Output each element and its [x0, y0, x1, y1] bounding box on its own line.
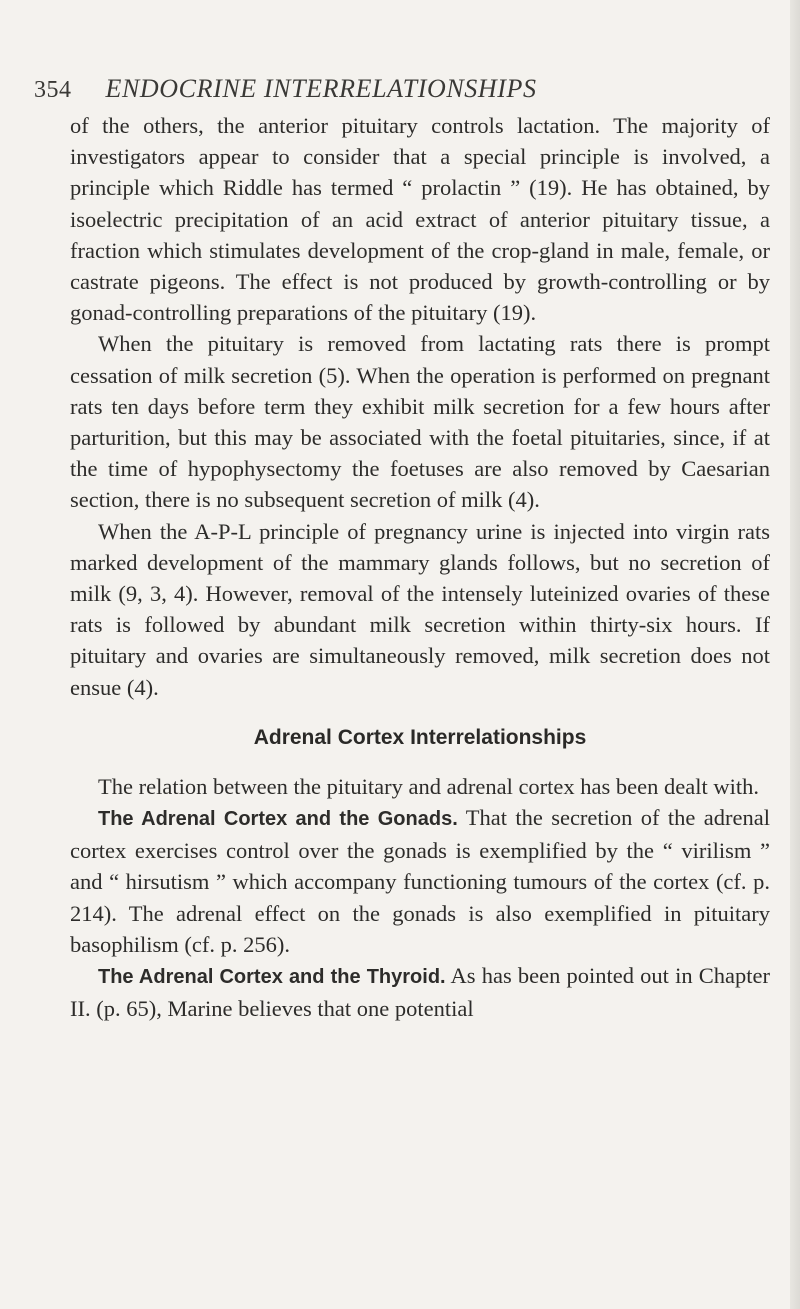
paragraph-1: of the others, the anterior pituitary controls lactation. The majority of investigators appear to consider that a special principle is involved, a principle which Riddle has termed “ prolactin ” (19). He has obtained, by isoelectric precipitation of an acid extract of anterior pituitary tissue, a fraction which stimulates development of the crop-gland in male, female, or castrate pigeons. The effect is not produced by growth-controlling or by gonad-controlling preparations of the pituitary (19).	[70, 113, 770, 326]
running-head	[34, 74, 734, 114]
page-edge	[790, 0, 800, 1309]
paragraph-3: When the A-P-L principle of pregnancy urine is injected into virgin rats marked development of the mammary glands follows, but no secretion of milk (9, 3, 4). However, removal of the intensely luteinized ovaries of these rats is followed by abundant milk secretion within thirty-six hours. If pituitary and ovaries are simultaneously removed, milk secretion does not ensue (4).	[70, 518, 770, 700]
paragraph-6	[70, 960, 770, 1024]
paragraph-2: When the pituitary is removed from lactating rats there is prompt cessation of milk secretion (5). When the operation is performed on pregnant rats ten days before term they exhibit milk secretion for a few hours after parturition, but this may be associated with the foetal pituitaries, since, if at the time of hypophysectomy the foetuses are also removed by Caesarian section, there is no subsequent secretion of milk (4).	[70, 331, 770, 513]
paragraph-4: The relation between the pituitary and adrenal cortex has been dealt with.	[98, 773, 759, 799]
paragraph-5-text: That the secretion of the adrenal cortex exercises control over the gonads is exemplified by the “ virilism ” and “ hirsutism ” which accompany functioning tumours of the cortex (cf. p. 214). The adrenal effect on the gonads is also exemplified in pituitary basophilism (cf. p. 256).	[70, 805, 770, 957]
section-heading: Adrenal Cortex Interrelationships	[253, 725, 587, 749]
page-number: 354	[34, 77, 72, 103]
paragraph-6-text: As has been pointed out in Chapter II. (p. 65), Marine believes that one potential	[70, 963, 770, 1022]
body-text	[70, 110, 770, 1024]
running-title: ENDOCRINE INTERRELATIONSHIPS	[105, 74, 537, 103]
paragraph-5	[70, 802, 770, 960]
paragraph-6-lead: The Adrenal Cortex and the Thyroid.	[98, 966, 446, 989]
paragraph-5-lead: The Adrenal Cortex and the Gonads.	[98, 808, 458, 831]
